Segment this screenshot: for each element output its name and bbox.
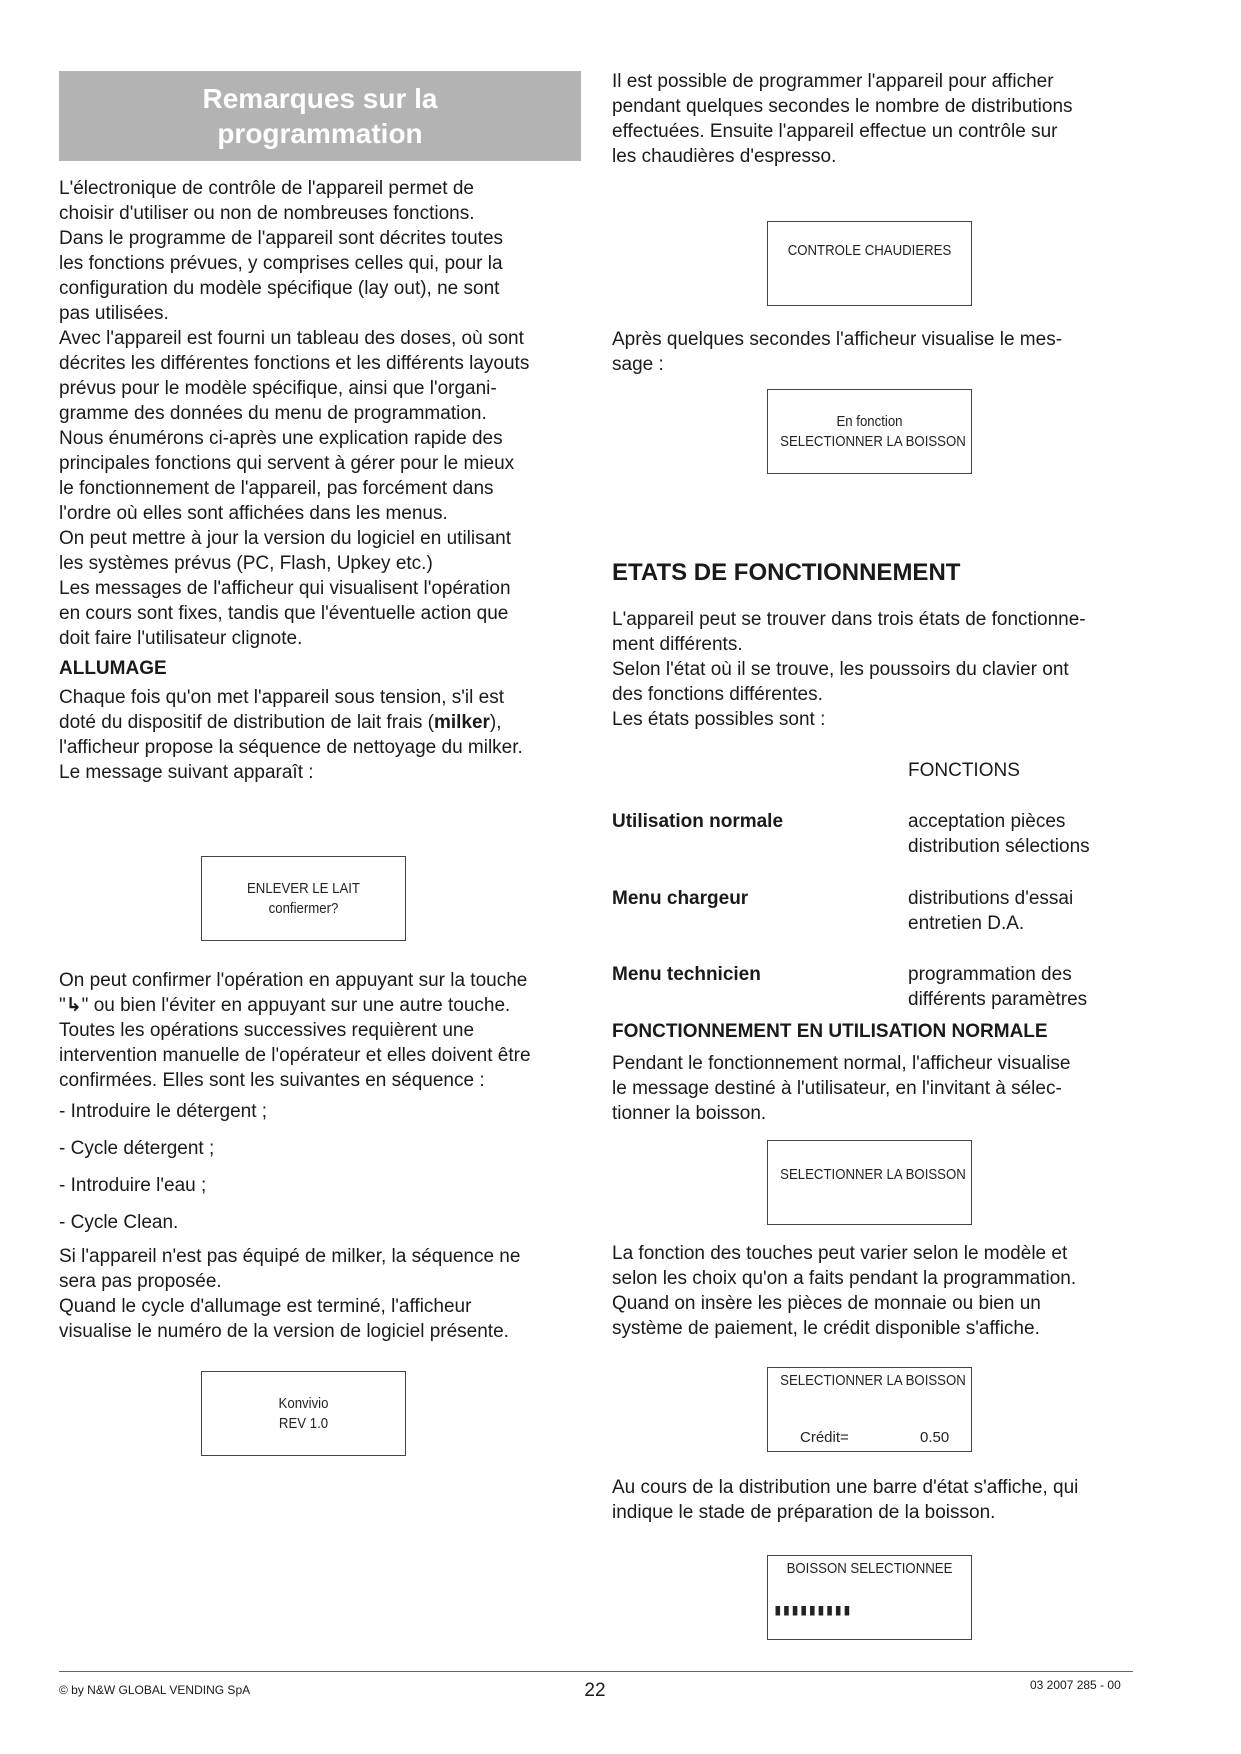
- text-line: selon les choix qu'on a faits pendant la programmation.: [612, 1268, 1077, 1289]
- lcd-display-credit: [767, 1367, 972, 1452]
- text-line: Le message suivant apparaît :: [59, 762, 314, 783]
- section-banner: [59, 71, 581, 161]
- footer-copyright: © by N&W GLOBAL VENDING SpA: [59, 1683, 251, 1697]
- lcd-display-milk: [201, 856, 406, 941]
- text-line: effectuées. Ensuite l'appareil effectue un contrôle sur: [612, 121, 1058, 142]
- step-item: - Introduire le détergent ;: [59, 1101, 268, 1122]
- text-line: l'afficheur propose la séquence de nettoyage du milker.: [59, 737, 523, 758]
- state-functions: [908, 962, 1087, 1012]
- step-item: - Cycle Clean.: [59, 1212, 179, 1233]
- text-line: pendant quelques secondes le nombre de distributions: [612, 96, 1073, 117]
- text-line: doit faire l'utilisateur clignote.: [59, 628, 303, 649]
- text-line: distributions d'essai: [908, 888, 1074, 909]
- text-line: On peut confirmer l'opération en appuyant sur la touche: [59, 970, 528, 991]
- text-line: Pendant le fonctionnement normal, l'afficheur visualise: [612, 1053, 1071, 1074]
- lcd-line: confiermer?: [268, 899, 339, 917]
- text-line: système de paiement, le crédit disponible s'affiche.: [612, 1318, 1040, 1339]
- text-line: entretien D.A.: [908, 913, 1025, 934]
- barre-paragraph: [612, 1475, 1142, 1525]
- text-line: Avec l'appareil est fourni un tableau des doses, où sont: [59, 328, 524, 349]
- lcd-line: BOISSON SELECTIONNEE: [786, 1560, 953, 1577]
- etats-heading: ETATS DE FONCTIONNEMENT: [612, 559, 961, 586]
- text-line: Après quelques secondes l'afficheur visualise le mes-: [612, 329, 1063, 350]
- text-line: indique le stade de préparation de la boisson.: [612, 1502, 996, 1523]
- milker-term: milker: [433, 712, 490, 733]
- text-line: décrites les différentes fonctions et les différents layouts: [59, 353, 530, 374]
- text-run: doté du dispositif de distribution de lait frais (: [59, 712, 434, 733]
- lcd-line: En fonction: [836, 412, 903, 430]
- text-line: sage :: [612, 354, 664, 375]
- text-line: Quand le cycle d'allumage est terminé, l'afficheur: [59, 1296, 472, 1317]
- progress-bar: ▮▮▮▮▮▮▮▮▮: [773, 1600, 851, 1619]
- lcd-line: CONTROLE CHAUDIERES: [787, 242, 952, 259]
- text-run: ": [59, 995, 66, 1016]
- lcd-display-version: [201, 1371, 406, 1456]
- text-line: ment différents.: [612, 634, 743, 655]
- text-line: Chaque fois qu'on met l'appareil sous tension, s'il est: [59, 687, 504, 708]
- normal-heading: FONCTIONNEMENT EN UTILISATION NORMALE: [612, 1021, 1048, 1042]
- text-line: confirmées. Elles sont les suivantes en séquence :: [59, 1070, 485, 1091]
- lcd-display-select: [767, 1140, 972, 1225]
- text-line: [59, 993, 589, 1018]
- lcd-line: SELECTIONNER LA BOISSON: [780, 1166, 966, 1183]
- lcd-line: SELECTIONNER LA BOISSON: [780, 432, 966, 450]
- text-line: les fonctions prévues, y comprises celles qui, pour la: [59, 253, 503, 274]
- text-line: Il est possible de programmer l'appareil pour afficher: [612, 71, 1054, 92]
- text-line: différents paramètres: [908, 989, 1088, 1010]
- text-line: prévus pour le modèle spécifique, ainsi que l'organi-: [59, 378, 497, 399]
- text-line: Toutes les opérations successives requièrent une: [59, 1020, 475, 1041]
- text-line: gramme des données du menu de programmation.: [59, 403, 487, 424]
- confirm-paragraph: [59, 968, 589, 1093]
- text-line: La fonction des touches peut varier selon le modèle et: [612, 1243, 1068, 1264]
- after-paragraph: [612, 327, 1142, 377]
- text-line: L'appareil peut se trouver dans trois états de fonctionne-: [612, 609, 1086, 630]
- state-label: Menu technicien: [612, 964, 761, 985]
- lcd-line: SELECTIONNER LA BOISSON: [780, 1372, 966, 1389]
- text-line: les systèmes prévus (PC, Flash, Upkey etc.): [59, 553, 433, 574]
- banner-line-1: Remarques sur la: [202, 83, 438, 114]
- allumage-paragraph: [59, 685, 589, 785]
- lcd-display-progress: [767, 1555, 972, 1640]
- state-functions: [908, 809, 1090, 859]
- banner-line-2: programmation: [217, 118, 423, 149]
- text-line: [59, 710, 589, 735]
- text-run: " ou bien l'éviter en appuyant sur une autre touche.: [81, 995, 511, 1016]
- state-label: Utilisation normale: [612, 811, 784, 832]
- text-line: en cours sont fixes, tandis que l'éventuelle action que: [59, 603, 509, 624]
- text-line: configuration du modèle spécifique (lay out), ne sont: [59, 278, 500, 299]
- credit-value: 0.50: [920, 1429, 950, 1446]
- page-number: 22: [584, 1680, 606, 1701]
- text-line: On peut mettre à jour la version du logiciel en utilisant: [59, 528, 512, 549]
- etats-paragraph: [612, 607, 1142, 732]
- text-line: Selon l'état où il se trouve, les poussoirs du clavier ont: [612, 659, 1069, 680]
- state-functions: [908, 886, 1073, 936]
- document-code: 03 2007 285 - 00: [1030, 1678, 1121, 1692]
- lcd-display-control: [767, 221, 972, 306]
- text-line: pas utilisées.: [59, 303, 169, 324]
- enter-key-icon: ↳: [65, 995, 82, 1016]
- text-line: l'ordre où elles sont affichées dans les menus.: [59, 503, 448, 524]
- text-line: le message destiné à l'utilisateur, en l'invitant à sélec-: [612, 1078, 1062, 1099]
- text-line: Quand on insère les pièces de monnaie ou bien un: [612, 1293, 1041, 1314]
- step-item: - Introduire l'eau ;: [59, 1175, 207, 1196]
- step-item: - Cycle détergent ;: [59, 1138, 215, 1159]
- text-line: intervention manuelle de l'opérateur et elles doivent être: [59, 1045, 531, 1066]
- table-header-fonctions: FONCTIONS: [908, 760, 1020, 781]
- footer-divider: [59, 1671, 1133, 1672]
- text-line: sera pas proposée.: [59, 1271, 222, 1292]
- intro-paragraph: [59, 176, 589, 651]
- allumage-heading: ALLUMAGE: [59, 658, 167, 679]
- lcd-line: REV 1.0: [278, 1414, 329, 1432]
- text-line: les chaudières d'espresso.: [612, 146, 837, 167]
- lcd-line: Konvivio: [278, 1394, 329, 1412]
- normal-paragraph: [612, 1051, 1142, 1126]
- touches-paragraph: [612, 1241, 1142, 1341]
- text-line: Les états possibles sont :: [612, 709, 826, 730]
- text-line: choisir d'utiliser ou non de nombreuses fonctions.: [59, 203, 475, 224]
- text-line: acceptation pièces: [908, 811, 1066, 832]
- text-line: Nous énumérons ci-après une explication rapide des: [59, 428, 503, 449]
- text-run: ),: [489, 712, 502, 733]
- text-line: le fonctionnement de l'appareil, pas forcément dans: [59, 478, 494, 499]
- text-line: L'électronique de contrôle de l'appareil permet de: [59, 178, 474, 199]
- text-line: principales fonctions qui servent à gérer pour le mieux: [59, 453, 515, 474]
- text-line: tionner la boisson.: [612, 1103, 767, 1124]
- state-label: Menu chargeur: [612, 888, 749, 909]
- text-line: Si l'appareil n'est pas équipé de milker, la séquence ne: [59, 1246, 521, 1267]
- credit-label: Crédit=: [800, 1429, 849, 1446]
- end-paragraph: [59, 1244, 589, 1344]
- text-line: programmation des: [908, 964, 1072, 985]
- lcd-line: ENLEVER LE LAIT: [247, 879, 360, 897]
- text-line: Les messages de l'afficheur qui visualisent l'opération: [59, 578, 511, 599]
- lcd-display-function: [767, 389, 972, 474]
- top-paragraph: [612, 69, 1142, 169]
- text-line: Dans le programme de l'appareil sont décrites toutes: [59, 228, 504, 249]
- text-line: distribution sélections: [908, 836, 1090, 857]
- text-line: Au cours de la distribution une barre d'état s'affiche, qui: [612, 1477, 1079, 1498]
- text-line: visualise le numéro de la version de logiciel présente.: [59, 1321, 509, 1342]
- text-line: des fonctions différentes.: [612, 684, 823, 705]
